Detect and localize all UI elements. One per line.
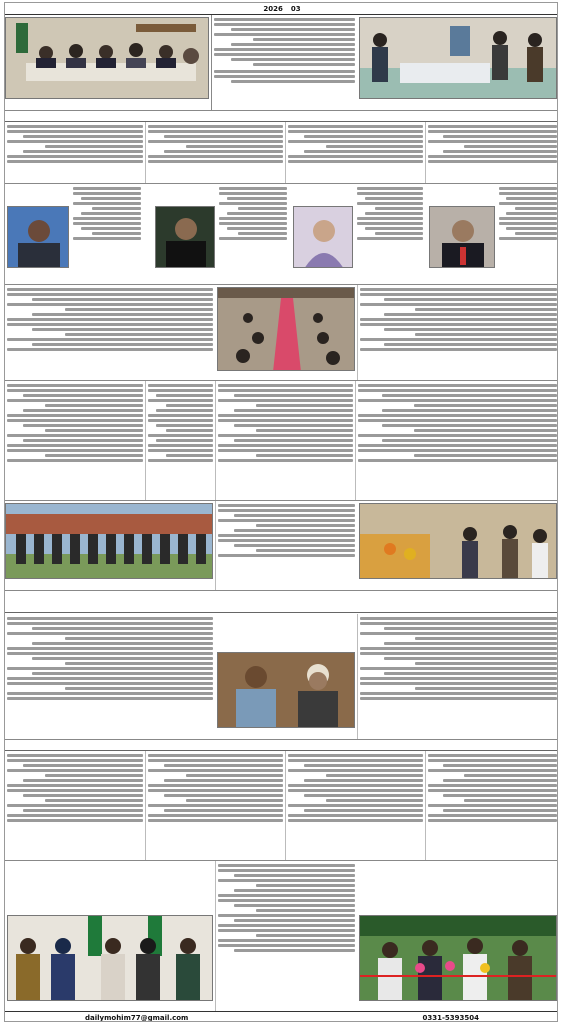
row5-col-3 [215, 381, 355, 500]
row3-text-4 [497, 184, 558, 284]
row2-banner [5, 111, 558, 122]
ribbon-cutting-photo [359, 915, 557, 1001]
row5-col-1 [5, 381, 145, 500]
masthead [5, 3, 558, 15]
two-men-photo [217, 652, 355, 728]
row-6 [5, 501, 558, 591]
row-9 [5, 861, 558, 1011]
portrait-2 [155, 206, 215, 268]
row7-banner [5, 591, 558, 613]
row8-banner [5, 740, 558, 751]
row-1 [5, 15, 558, 111]
row2-col-2 [145, 122, 285, 183]
row2-col-4 [425, 122, 558, 183]
footer-phone: 0331-5393504 [422, 1013, 479, 1022]
footer [5, 1011, 558, 1022]
portrait-4 [429, 206, 495, 268]
row-4 [5, 285, 558, 381]
masthead-date: 03 [290, 4, 301, 13]
hospital-photo-svg [360, 18, 557, 99]
meeting-photo-svg [6, 18, 209, 99]
row4-right-block [357, 285, 558, 380]
newspaper-page [4, 2, 558, 1022]
row2-col-1 [5, 122, 145, 183]
portrait-3 [293, 206, 353, 268]
row2-col-3 [285, 122, 425, 183]
cabinet-meeting-photo [5, 17, 209, 99]
hospital-visit-photo [359, 17, 557, 99]
row3-text-1 [71, 184, 143, 284]
row9-center-column [215, 861, 357, 1011]
row1-center-text-1 [214, 18, 355, 66]
row6-center-column [215, 501, 357, 590]
iftar-gathering-photo [217, 287, 355, 371]
masthead-year: 2026 [263, 4, 283, 13]
row1-center-text-2 [214, 70, 355, 83]
row-3 [5, 184, 558, 285]
row-2 [5, 122, 558, 184]
row-7 [5, 614, 558, 740]
students-group-photo [7, 915, 213, 1001]
row1-center-column [211, 15, 357, 110]
row3-text-3 [355, 184, 425, 284]
portrait-1 [7, 206, 69, 268]
footer-email: dailymohim77@gmail.com [85, 1013, 189, 1022]
row5-col-4 [355, 381, 558, 500]
row7-right-block [357, 614, 558, 739]
row-8 [5, 751, 558, 861]
funeral-prayer-photo [5, 503, 213, 579]
row3-text-2 [217, 184, 289, 284]
row5-col-2 [145, 381, 215, 500]
row7-left-block [5, 614, 215, 739]
row-5 [5, 381, 558, 501]
market-visit-photo [359, 503, 557, 579]
row4-left-block [5, 285, 215, 380]
